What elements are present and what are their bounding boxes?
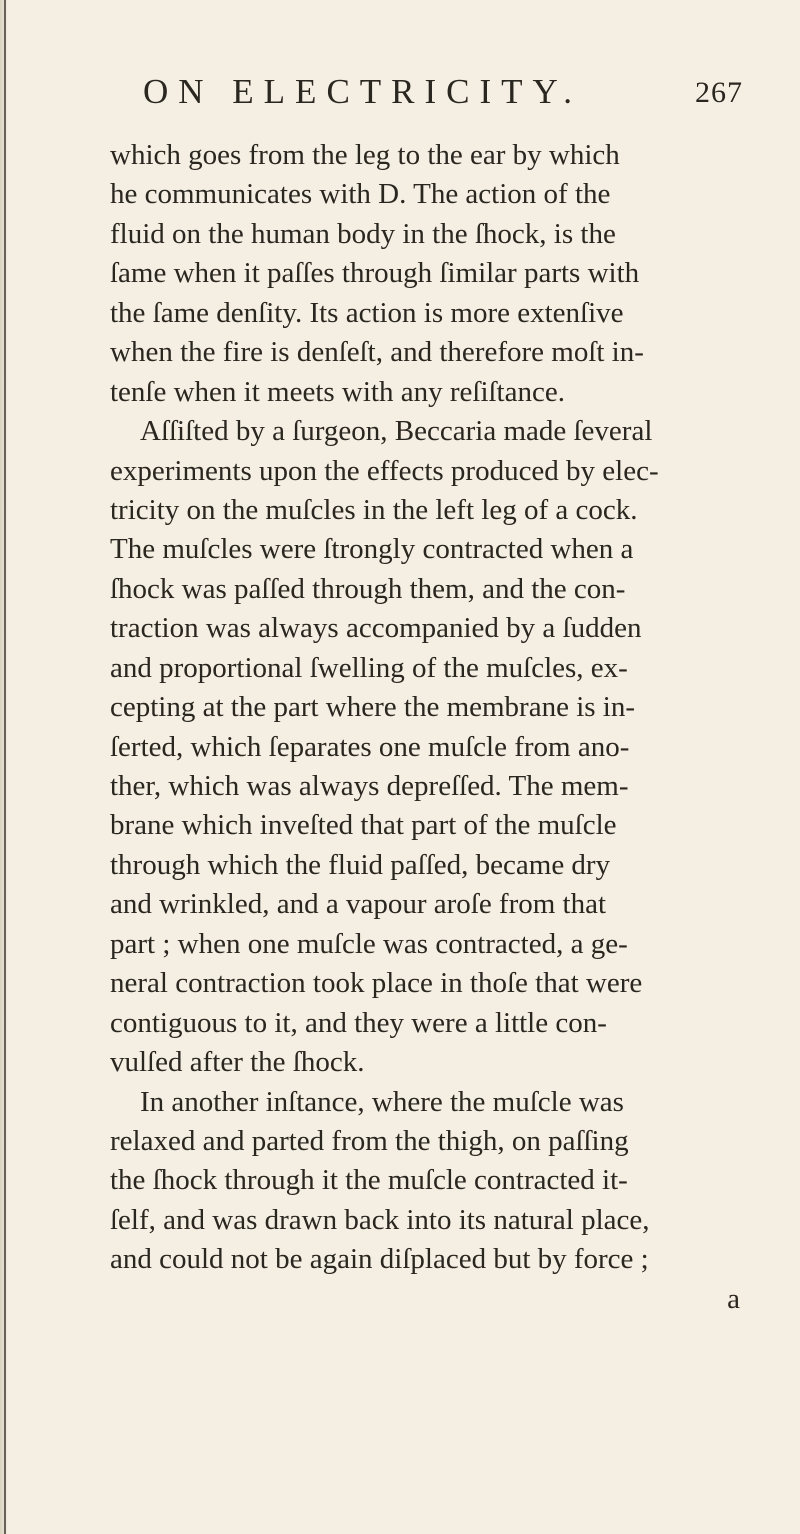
text-line: and proportional ſwelling of the muſcles, ex-	[110, 651, 628, 684]
catchword: a	[727, 1282, 740, 1315]
text-line: and could not be again diſplaced but by force ;	[110, 1243, 649, 1276]
text-line: neral contraction took place in thoſe that were	[110, 967, 643, 1000]
running-title: ON ELECTRICITY.	[143, 72, 583, 111]
page-binding-edge	[4, 0, 6, 1534]
body-text	[110, 136, 750, 1319]
page-number: 267	[695, 76, 743, 109]
text-line: relaxed and parted from the thigh, on paſſing	[110, 1124, 629, 1157]
text-line: which goes from the leg to the ear by which	[110, 139, 620, 171]
text-line: ſerted, which ſeparates one muſcle from ano-	[110, 730, 630, 763]
text-line: ſhock was paſſed through them, and the con-	[110, 572, 626, 605]
text-line: ther, which was always depreſſed. The mem-	[110, 770, 629, 802]
text-line: traction was always accompanied by a ſudden	[110, 612, 642, 645]
text-line: the ſhock through it the muſcle contracted it-	[110, 1164, 628, 1197]
text-line: vulſed after the ſhock.	[110, 1046, 365, 1079]
paragraph-start-line: Aſſiſted by a ſurgeon, Beccaria made ſeveral	[140, 415, 653, 448]
text-line: fluid on the human body in the ſhock, is the	[110, 217, 616, 250]
text-line: ſame when it paſſes through ſimilar parts with	[110, 257, 640, 290]
text-line: tricity on the muſcles in the left leg of a cock.	[110, 493, 638, 526]
text-line: he communicates with D. The action of the	[110, 178, 611, 211]
paragraph-start-line: In another inſtance, where the muſcle was	[140, 1085, 624, 1118]
text-line: part ; when one muſcle was contracted, a ge-	[110, 927, 628, 960]
text-line: and wrinkled, and a vapour aroſe from that	[110, 888, 607, 921]
text-line: brane which inveſted that part of the muſcle	[110, 809, 617, 842]
text-line: contiguous to it, and they were a little con-	[110, 1006, 607, 1039]
text-line: the ſame denſity. Its action is more extenſive	[110, 296, 624, 329]
text-line: The muſcles were ſtrongly contracted when a	[110, 533, 634, 566]
text-line: when the fire is denſeſt, and therefore moſt in-	[110, 336, 644, 369]
text-line: cepting at the part where the membrane is in-	[110, 691, 636, 724]
text-line: ſelf, and was drawn back into its natural place,	[110, 1203, 650, 1236]
text-line: experiments upon the effects produced by elec-	[110, 454, 659, 487]
text-line: through which the fluid paſſed, became dry	[110, 848, 611, 881]
running-head	[143, 72, 743, 122]
text-line: tenſe when it meets with any reſiſtance.	[110, 375, 565, 408]
